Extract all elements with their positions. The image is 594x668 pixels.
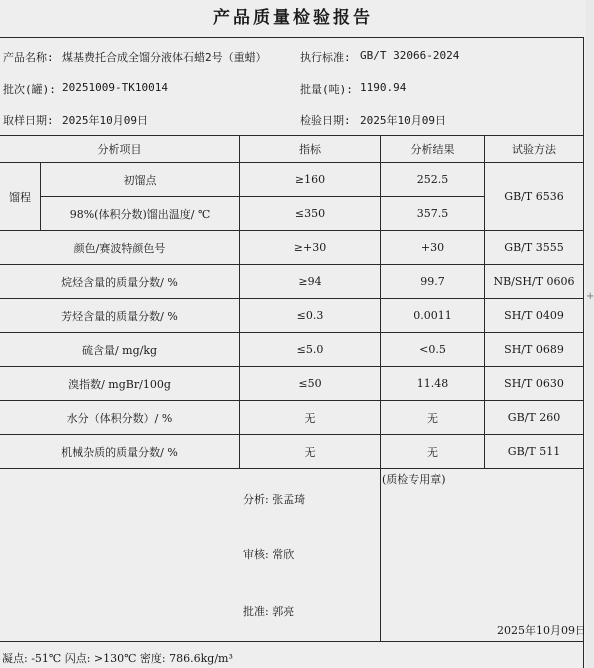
table-row-method: GB/T 3555: [504, 241, 564, 254]
table-row-result: 357.5: [416, 207, 449, 220]
distillation-group-label: 馏程: [9, 190, 31, 204]
table-row-result: 无: [427, 411, 438, 425]
table-row-spec: ≤0.3: [296, 309, 324, 322]
table-row-spec: ≤350: [294, 207, 326, 220]
distillation-method: GB/T 6536: [504, 190, 564, 203]
header-item: 分析项目: [97, 143, 142, 156]
table-row-spec: ≥94: [298, 275, 322, 288]
rule-right-edge: [583, 37, 584, 668]
table-row-result: 11.48: [416, 377, 449, 390]
table-row-item: 水分（体积分数）/ %: [66, 411, 173, 425]
table-row-result: +30: [420, 241, 445, 254]
table-row-result: 0.0011: [413, 309, 452, 322]
rule-top: [0, 37, 584, 38]
header-spec: 指标: [299, 143, 321, 156]
batch-value: 20251009-TK10014: [62, 81, 168, 94]
table-row-result: 99.7: [420, 275, 445, 288]
footer-properties: 凝点: -51℃ 闪点: >130℃ 密度: 786.6kg/m³: [2, 652, 233, 665]
table-row-spec: ≥+30: [293, 241, 327, 254]
table-row-item: 颜色/赛波特颜色号: [73, 241, 166, 255]
inspection-date-value: 2025年10月09日: [360, 114, 446, 127]
product-name-label: 产品名称:: [3, 51, 54, 64]
table-row-spec: ≤5.0: [296, 343, 324, 356]
table-row-result: 252.5: [416, 173, 449, 186]
batch-label: 批次(罐):: [3, 83, 56, 96]
sampling-date-label: 取样日期:: [3, 114, 54, 127]
table-row-spec: ≤50: [298, 377, 322, 390]
table-row-spec: 无: [304, 411, 316, 425]
rule-row-7: [0, 468, 584, 469]
table-row-item: 98%(体积分数)馏出温度/ ℃: [69, 207, 211, 221]
table-row-method: SH/T 0630: [504, 377, 564, 390]
table-row-method: GB/T 511: [507, 445, 561, 458]
analyst-signature: 分析: 张孟琦: [243, 493, 306, 506]
table-row-item: 硫含量/ mg/kg: [81, 343, 158, 357]
table-row-method: SH/T 0409: [504, 309, 564, 322]
table-row-item: 机械杂质的质量分数/ %: [61, 445, 178, 459]
reviewer-signature: 审核: 常欣: [243, 548, 295, 561]
rule-sign-bottom: [0, 641, 584, 642]
table-row-item: 芳烃含量的质量分数/ %: [61, 309, 178, 323]
standard-value: GB/T 32066-2024: [360, 49, 460, 62]
table-row-item: 溴指数/ mgBr/100g: [68, 377, 171, 391]
standard-label: 执行标准:: [300, 51, 351, 64]
table-row-method: GB/T 260: [507, 411, 561, 424]
approver-signature: 批准: 郭亮: [243, 605, 295, 618]
table-row-method: NB/SH/T 0606: [493, 275, 575, 288]
approval-date: 2025年10月09日: [497, 624, 586, 637]
table-row-item: 烷烃含量的质量分数/ %: [61, 275, 178, 289]
sampling-date-value: 2025年10月09日: [62, 114, 148, 127]
table-row-method: SH/T 0689: [504, 343, 564, 356]
report-title: 产品质量检验报告: [213, 8, 373, 28]
table-row-item: 初馏点: [123, 173, 157, 187]
table-row-spec: 无: [304, 445, 316, 459]
header-result: 分析结果: [410, 143, 455, 156]
quantity-value: 1190.94: [360, 81, 407, 94]
seal-label: (质检专用章): [382, 473, 446, 486]
product-name-value: 煤基费托合成全馏分液体石蜡2号（重蜡）: [62, 51, 267, 64]
table-row-result: 无: [427, 445, 438, 459]
edge-plus-icon: +: [586, 291, 594, 302]
inspection-date-label: 检验日期:: [300, 114, 351, 127]
quantity-label: 批量(吨):: [300, 83, 353, 96]
table-row-result: <0.5: [419, 343, 446, 356]
header-method: 试验方法: [512, 143, 556, 156]
table-row-spec: ≥160: [294, 173, 326, 186]
